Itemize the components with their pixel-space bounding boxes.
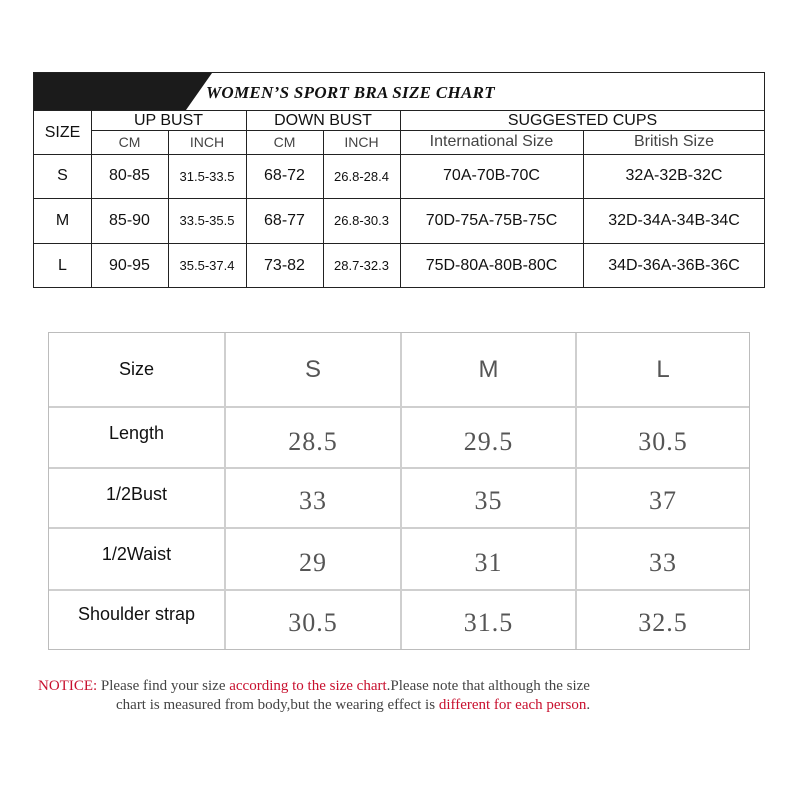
sport-bra-size-chart — [33, 72, 765, 288]
row-label-shoulder-strap: Shoulder strap — [77, 603, 196, 624]
row-label-half-waist: 1/2Waist — [101, 543, 172, 564]
half-bust-s-value: 33 — [299, 486, 327, 515]
chart-title: WOMEN’S SPORT BRA SIZE CHART — [206, 83, 495, 102]
up-bust-cm-value: 85-90 — [109, 211, 150, 229]
down-bust-inch-value: 26.8-30.3 — [334, 213, 389, 228]
down-bust-cm-header: CM — [273, 134, 296, 150]
half-bust-l-value: 37 — [649, 486, 677, 515]
down-bust-inch-header: INCH — [344, 134, 379, 150]
shoulder-strap-m-value: 31.5 — [463, 608, 514, 637]
notice-line-1 — [38, 677, 758, 696]
size-header: Size — [118, 359, 154, 379]
notice-text — [38, 677, 758, 715]
british-size-header: British Size — [633, 133, 715, 150]
row-size-label: S — [57, 167, 68, 184]
international-size-value: 70A-70B-70C — [443, 167, 540, 184]
length-s-value: 28.5 — [288, 426, 338, 456]
chart-header-bar — [34, 73, 764, 111]
half-waist-l-value: 33 — [649, 548, 677, 577]
row-size-label: L — [58, 256, 67, 274]
up-bust-cm-value: 80-85 — [109, 167, 150, 184]
international-size-header: International Size — [429, 133, 554, 150]
notice-highlight: different for each person — [438, 697, 587, 713]
row-label-length: Length — [108, 422, 165, 443]
notice-text-part: chart is measured from body,but the wearing effect is — [116, 697, 439, 713]
up-bust-cm-value: 90-95 — [109, 256, 150, 274]
header-black-block — [34, 73, 186, 110]
up-bust-inch-value: 31.5-33.5 — [179, 168, 235, 184]
row-size-label: M — [55, 211, 70, 229]
down-bust-inch-value: 28.7-32.3 — [334, 258, 389, 273]
notice-text-part: Please find your size — [97, 678, 230, 694]
down-bust-inch-value: 26.8-28.4 — [334, 168, 389, 184]
international-size-value: 75D-80A-80B-80C — [425, 256, 558, 274]
british-size-value: 32D-34A-34B-34C — [608, 211, 740, 229]
length-m-value: 29.5 — [463, 426, 514, 456]
size-s-header: S — [304, 355, 321, 383]
row-label-half-bust: 1/2Bust — [105, 483, 168, 504]
half-bust-m-value: 35 — [474, 486, 503, 515]
up-bust-cm-header: CM — [118, 134, 141, 150]
notice-text-part: . — [586, 697, 591, 713]
size-m-header: M — [478, 355, 499, 383]
up-bust-inch-header: INCH — [189, 134, 225, 150]
up-bust-header: UP BUST — [133, 111, 204, 129]
notice-highlight: according to the size chart — [229, 678, 387, 694]
half-waist-s-value: 29 — [299, 548, 327, 577]
size-header: SIZE — [44, 123, 81, 141]
suggested-cups-header: SUGGESTED CUPS — [507, 111, 658, 129]
down-bust-cm-value: 68-72 — [264, 167, 305, 184]
notice-line-2 — [38, 696, 758, 715]
british-size-value: 34D-36A-36B-36C — [608, 256, 740, 274]
size-l-header: L — [656, 355, 670, 383]
shoulder-strap-s-value: 30.5 — [288, 608, 338, 637]
up-bust-inch-value: 33.5-35.5 — [179, 213, 235, 228]
british-size-value: 32A-32B-32C — [625, 167, 723, 184]
international-size-value: 70D-75A-75B-75C — [425, 211, 558, 229]
half-waist-m-value: 31 — [474, 548, 503, 577]
up-bust-inch-value: 35.5-37.4 — [179, 258, 235, 273]
notice-text-part: .Please note that although the size — [386, 678, 590, 694]
length-l-value: 30.5 — [638, 426, 688, 456]
down-bust-cm-value: 73-82 — [264, 256, 305, 274]
shoulder-strap-l-value: 32.5 — [638, 608, 688, 637]
down-bust-cm-value: 68-77 — [264, 211, 305, 229]
down-bust-header: DOWN BUST — [274, 111, 372, 129]
notice-label: NOTICE: — [38, 678, 98, 694]
garment-measurement-table — [48, 332, 750, 650]
